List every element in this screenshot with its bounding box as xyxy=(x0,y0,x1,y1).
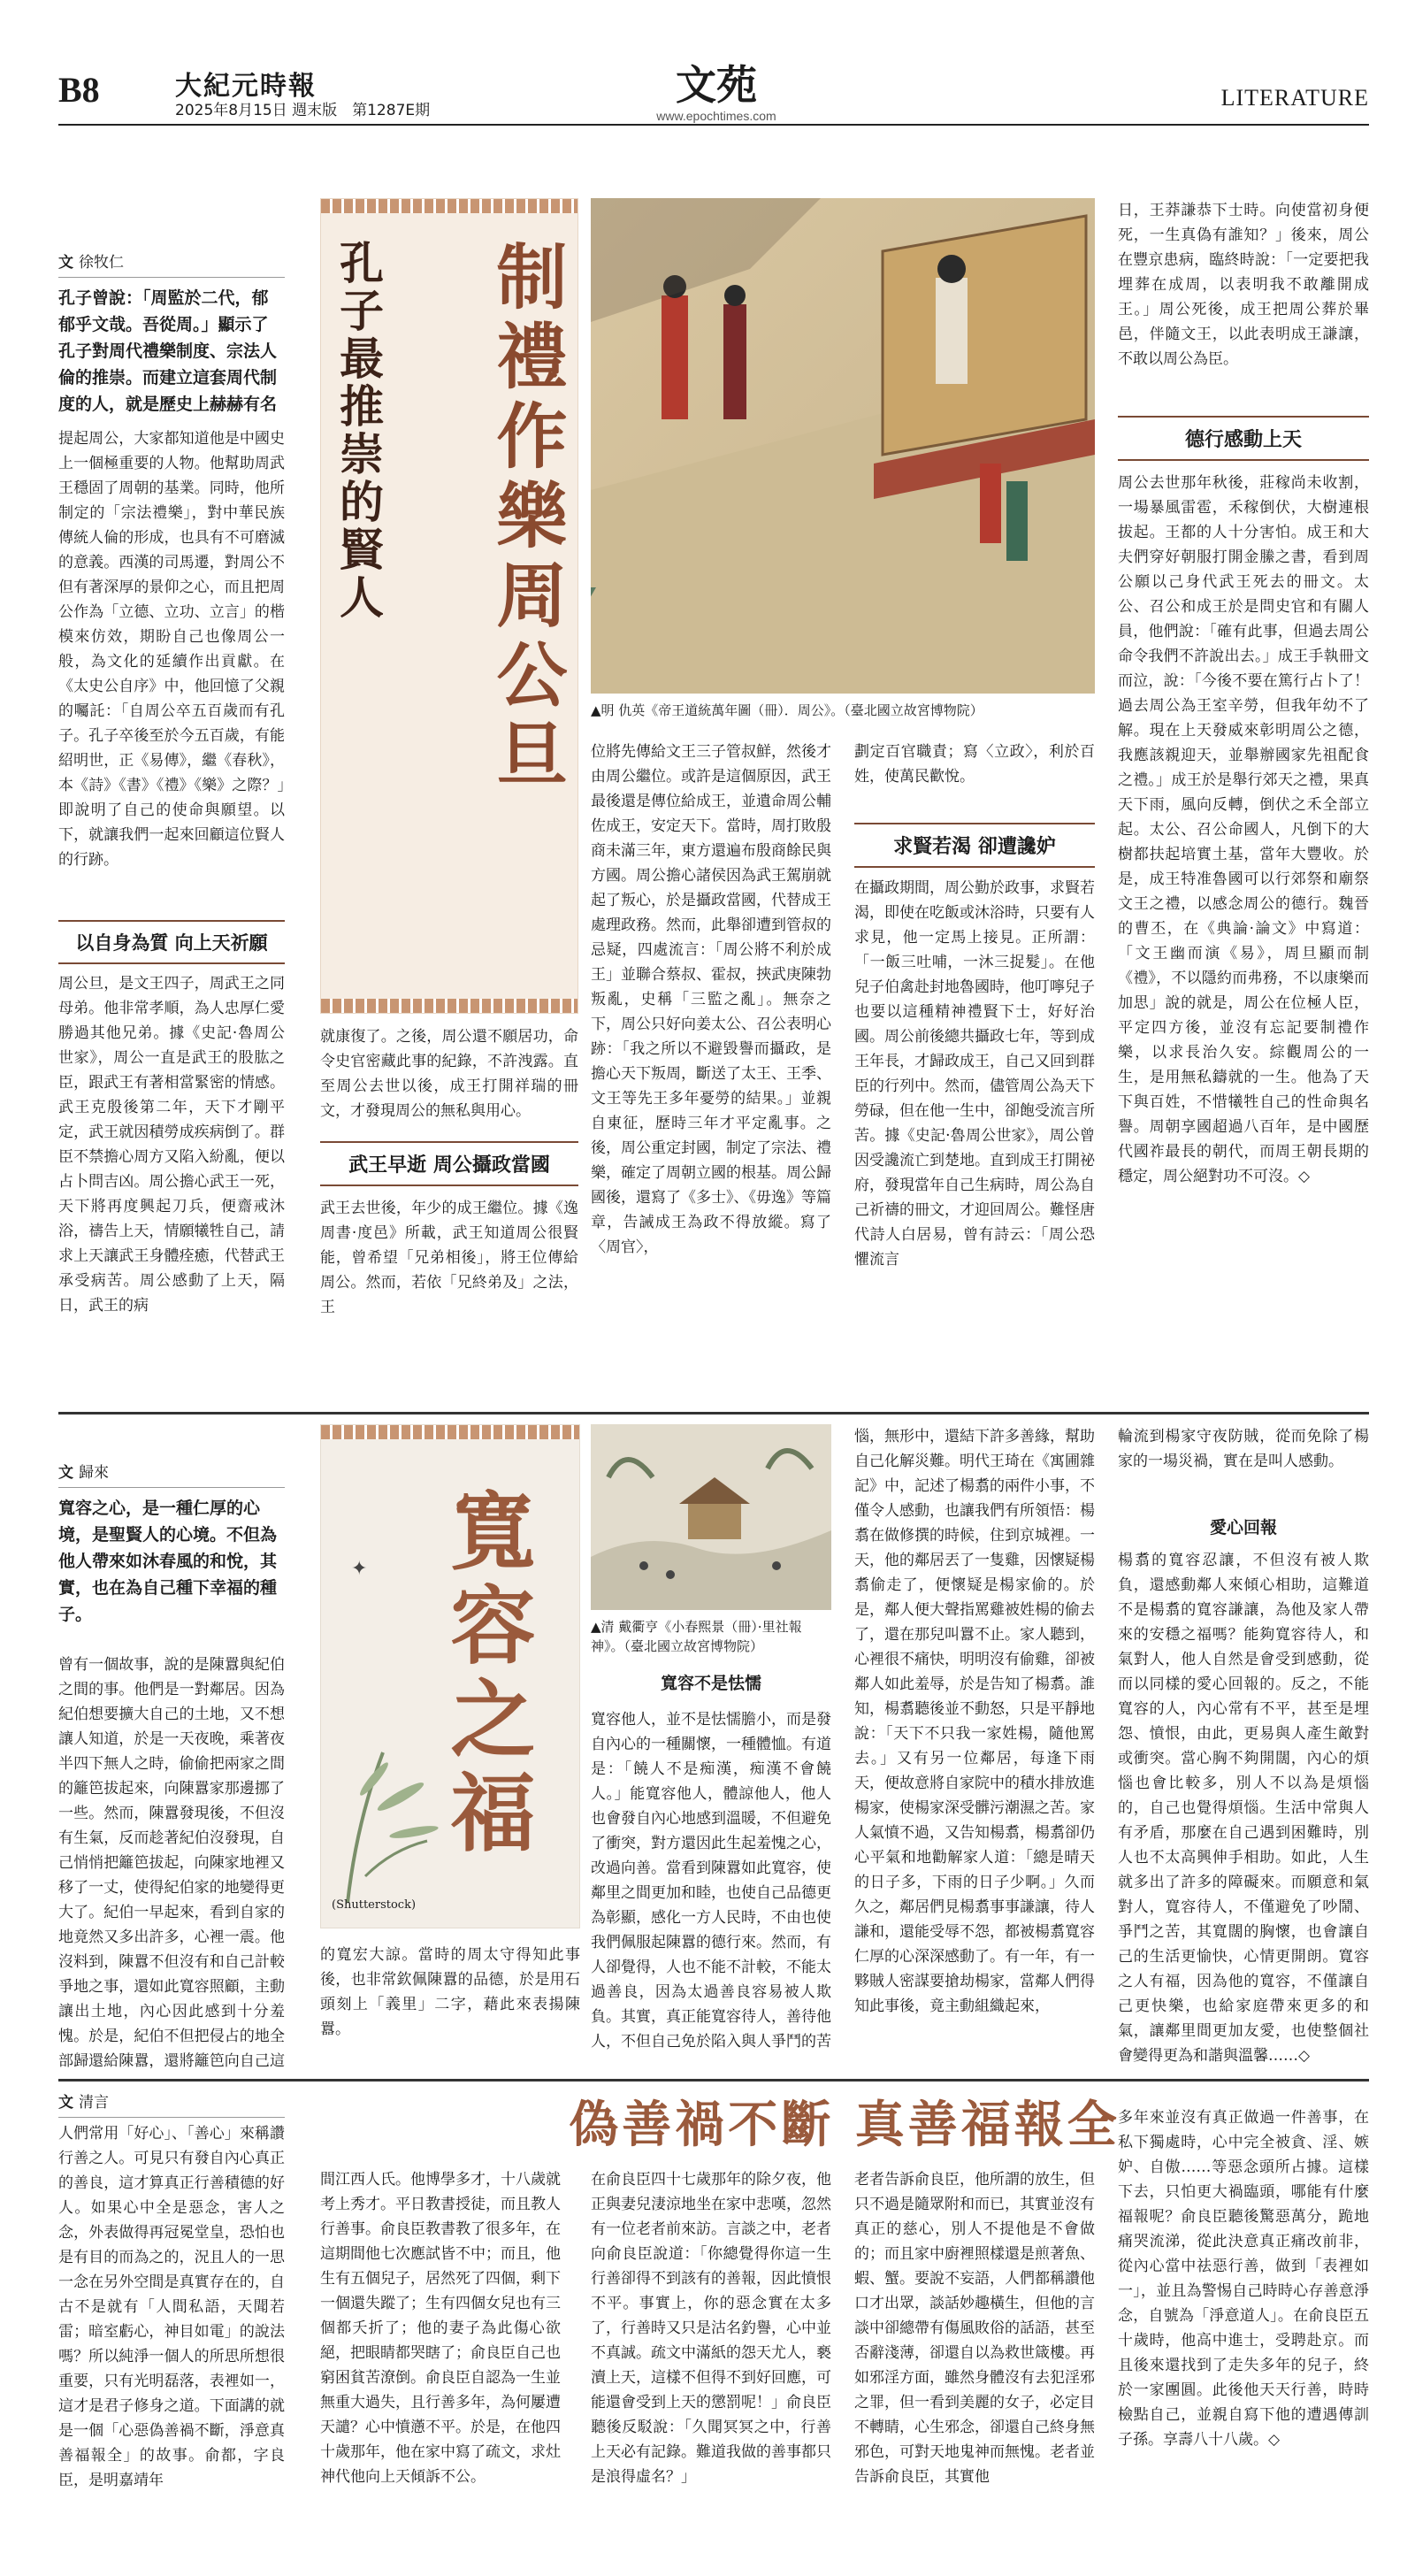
article1-col2-p2: 武王去世後，年少的成王繼位。據《逸周書·度邑》所載，武王知道周公很賢能，曾希望「兄弟相後」，將王位傳給周公。然而，若依「兄終弟及」之法，王 xyxy=(320,1200,578,1316)
article2-image-credit: (Shutterstock) xyxy=(332,1898,417,1912)
article1-title: 制禮作樂周公旦 xyxy=(485,240,568,797)
article3-author: 清言 xyxy=(79,2094,109,2112)
article1-painting xyxy=(591,198,1095,694)
article2-byline: 文 歸來 xyxy=(58,1460,285,1488)
article3-col2: 間江西人氏。他博學多才，十八歲就考上秀才。平日教書授徒，而且教人行善事。俞良臣教書教了很多年，在這期間他七次應試皆不中；而且，他生有五個兒子，居然死了四個，剩下一個還失蹤了；生有四個女兒也有三個都夭折了；他的妻子為此傷心欲絕，把眼睛都哭瞎了；俞良臣自己也窮困貧苦潦倒。俞良臣自認為一生並無重大過失，且行善多年，為何屢遭天譴？心中憤懣不平。於是，在他四十歲那年，他在家中寫了疏文，求灶神代他向上天傾訴不公。 xyxy=(320,2171,561,2486)
decorative-border-top xyxy=(321,199,577,213)
article2-subhead-2: 愛心回報 xyxy=(1209,1518,1277,1537)
article1-col1-intro: 提起周公，大家都知道他是中國史上一個極重要的人物。他幫助周武王穩固了周朝的基業。同時，他所制定的「宗法禮樂」，對中華民族傳統人倫的形成，也具有不可磨滅的意義。西漢的司馬遷，對周公不但有著深厚的景仰之心，而且把周公作為「立德、立功、立言」的楷模來仿效，期盼自己也像周公一般，為文化的延續作出貢獻。在《太史公自序》中，他回憶了父親的囑託：「自周公卒五百歲而有孔子。孔子卒後至於今五百歲，有能紹明世，正《易傳》，繼《春秋》，本《詩》《書》《禮》《樂》之際？」即說明了自己的使命與願望。以下，就讓我們一起來回顧這位賢人的行跡。 xyxy=(58,430,285,869)
page-number: B8 xyxy=(58,70,100,110)
section-english: LITERATURE xyxy=(1220,85,1369,111)
decorative-border-bottom xyxy=(321,999,577,1013)
header-rule xyxy=(58,124,1369,126)
article2-author: 歸來 xyxy=(79,1464,109,1482)
article2-col2: 的寬宏大諒。當時的周太守得知此事後，也非常欽佩陳囂的品德，於是用石頭刻上「義里」二字，藉此來表揚陳囂。 xyxy=(320,1946,580,2038)
article2-col1: 曾有一個故事，說的是陳囂與紀伯之間的事。他們是一對鄰居。因為紀伯想要擴大自己的土地，又不想讓人知道，於是一天夜晚，乘著夜半四下無人之時，偷偷把兩家之間的籬笆拔起來，向陳囂家那邊挪了一些。然而，陳囂發現後，不但沒有生氣，反而趁著紀伯沒發現，自己悄悄把籬笆拔起，向陳家地裡又移了一丈，使得紀伯家的地變得更大了。紀伯一早起來，看到自家的地竟然又多出許多，心裡一震。他沒料到，陳囂不但沒有和自己計較爭地之事，還如此寬容照顧，主動讓出土地，內心因此感到十分羞愧。於是，紀伯不但把侵占的地全部歸還給陳囂，還將籬笆向自己這 xyxy=(58,1656,285,2068)
article3-col5: 多年來並沒有真正做過一件善事，在私下獨處時，心中完全被貪、淫、嫉妒、自傲……等惡念頭所占據。這樣下去，只怕更大禍臨頭，哪能有什麼福報呢？俞良臣聽後驚惡萬分，跪地痛哭流涕，從此決意真正痛改前非，從內心當中祛惡行善，做到「表裡如一」，並且為警惕自己時時心存善意淨念，自號為「淨意道人」。在俞良臣五十歲時，他高中進士，受聘赴京。而且後來還找到了走失多年的兒子，終於一家團圓。此後他天天行善，時時檢點自己，並親自寫下他的遭遇傳訓子孫。享壽八十八歲。◇ xyxy=(1118,2109,1369,2449)
article1-author: 徐牧仁 xyxy=(79,254,124,272)
article2-col5-p1: 輪流到楊家守夜防賊，從而免除了楊家的一場災禍，實在是叫人感動。 xyxy=(1118,1428,1369,1470)
website-link[interactable]: www.epochtimes.com xyxy=(656,109,776,123)
article3-byline: 文 清言 xyxy=(58,2089,285,2118)
article1-subhead-3: 求賢若渴 卻遭讒妒 xyxy=(854,823,1095,868)
article3-col4: 老者告訴俞良臣，他所謂的放生，但只不過是隨眾附和而已，其實並沒有真正的慈心，別人不提他是不會做的；而且家中廚裡照樣還是煎著魚、蝦、蟹。要說不妄語，人們都稱讚他口才出眾，談話妙趣橫生，但他的言談中卻總帶有傷風敗俗的話語，甚至否辭淺薄，卻還自以為救世箴樓。再如邪淫方面，雖然身體沒有去犯淫邪之罪，但一看到美麗的女子，必定目不轉睛，心生邪念，卻還自己終身無邪色，可對天地鬼神而無愧。老者並告訴俞良臣，其實他 xyxy=(854,2171,1095,2486)
article2-col3: 寬容他人，並不是怯懦膽小，而是發自內心的一種關懷，一種體恤。有道是：「饒人不是痴漢，痴漢不會饒人。」能寬容他人，體諒他人，他人也會發自內心地感到溫暖，不但避免了衝突，對方還因此生起羞愧之心，改過向善。當看到陳囂如此寬容，使鄰里之間更加和睦，也使自己品德更為彰顯，感化一方人民時，不由也使我們佩服起陳囂的德行來。然而，有人卻覺得，人也不能不計較，不能太過善良，因為太過善良容易被人欺負。其實，真正能寬容待人，善待他人，不但自己免於陷入與人爭鬥的苦 xyxy=(591,1711,831,2051)
date-line: 2025年8月15日 週末版 第1287E期 xyxy=(175,102,431,119)
decorative-border-top xyxy=(321,1425,579,1439)
article1-lead: 孔子曾說：「周監於二代，郁郁乎文哉。吾從周。」顯示了孔子對周代禮樂制度、宗法人倫的推崇。而建立這套周代制度的人，就是歷史上赫赫有名 xyxy=(58,288,278,414)
article3-col3: 在俞良臣四十七歲那年的除夕夜，他正與妻兒淒涼地坐在家中悲嘆，忽然有一位老者前來訪。言談之中，老者向俞良臣說道：「你總覺得你這一生行善卻得不到該有的善報，因此憤恨不平。事實上，你的惡念實在太多了，行善時又只是沽名釣譽，心中並不真誠。疏文中滿紙的怨天尤人，褻瀆上天，這樣不但得不到好回應，可能還會受到上天的懲罰呢！」俞良臣聽後反駁說：「久聞冥冥之中，行善上天必有記錄。難道我做的善事都只是浪得虛名？」 xyxy=(591,2171,831,2486)
masthead xyxy=(0,0,1415,124)
bird-icon: ✦ xyxy=(351,1558,368,1580)
article2-col4: 惱，無形中，還結下許多善緣，幫助自己化解災難。明代王琦在《寓圃雜記》中，記述了楊翥的兩件小事，不僅令人感動，也讓我們有所領悟：楊翥在做修撰的時候，住到京城裡。一天，他的鄰居丟了一隻雞，因懷疑楊翥偷走了，便懷疑是楊家偷的。於是，鄰人便大聲指罵雞被姓楊的偷去了，還在那兒叫囂不止。家人聽到，心裡很不痛快，明明沒有偷雞，卻被鄰人如此羞辱，於是告知了楊翥。誰知，楊翥聽後並不動怒，只是平靜地說：「天下不只我一家姓楊，隨他罵去。」又有另一位鄰居，每逢下雨天，便故意將自家院中的積水排放進楊家，使楊家深受髒污潮濕之苦。家人氣憤不過，又告知楊翥，楊翥卻仍心平氣和地勸解家人道：「總是晴天的日子多，下雨的日子少啊。」久而久之，鄰居們見楊翥事事謙讓，待人謙和，還能受辱不怨，都被楊翥寬容仁厚的心深深感動了。有一年，有一夥賊人密謀要搶劫楊家，當鄰人們得知此事後，竟主動組織起來， xyxy=(854,1428,1095,2015)
article1-subhead-4: 德行感動上天 xyxy=(1118,416,1369,461)
article1-col2-p1: 就康復了。之後，周公還不願居功，命令史官密藏此事的紀錄，不許洩露。直至周公去世以後，成王打開祥瑞的冊文，才發現周公的無私與用心。 xyxy=(320,1028,578,1120)
article2-painting-caption: ▲清 戴衢亨《小春熙景（冊）·里社報神》。（臺北國立故宮博物院） xyxy=(591,1619,802,1654)
article1-col4-p2: 在攝政期間，周公勤於政事，求賢若渴，即使在吃飯或沐浴時，只要有人求見，他一定馬上接見。正所謂：「一飯三吐哺，一沐三捉髮」。在他兒子伯禽赴封地魯國時，他叮嚀兒子也要以這種精神禮賢下士，好好治國。周公前後總共攝政七年，等到成王年長，才歸政成王，自己又回到群臣的行列中。然而，儘管周公為天下勞碌，但在他一生中，卻飽受流言所苦。據《史記·魯周公世家》，周公曾因受讒流亡到楚地。直到成王打開祕府，發現當年自己生病時，周公為自己祈禱的冊文，才迎回周公。難怪唐代詩人白居易，曾有詩云：「周公恐懼流言 xyxy=(854,879,1095,1269)
newspaper-logo: 大紀元時報 xyxy=(175,71,317,102)
article1-title-panel xyxy=(320,198,578,1014)
article3-title: 偽善禍不斷 真善福報全 xyxy=(569,2096,1121,2154)
section-divider-2 xyxy=(58,2079,1369,2082)
article2-lead: 寬容之心，是一種仁厚的心境，是聖賢人的心境。不但為他人帶來如沐春風的和悅，其實，也在為自己種下幸福的種子。 xyxy=(58,1499,278,1624)
article3-col1: 人們常用「好心」、「善心」來稱讚行善之人。可見只有發自內心真正的善良，這才算真正行善積德的好人。如果心中全是惡念，害人之念，外表做得再冠冕堂皇，恐怕也是有目的而為之的，況且人的一思一念在另外空間是真實存在的，自古不是就有「人間私語，天聞若雷；暗室虧心，神目如電」的說法嗎？所以純淨一個人的所思所想很重要，只有光明磊落，表裡如一，這才是君子修身之道。下面講的就是一個「心惡偽善禍不斷，淨意真善福報全」的故事。俞都，字良臣，是明嘉靖年 xyxy=(58,2125,285,2489)
article1-col4-p1: 劃定百官職責；寫〈立政〉，利於百姓，使萬民歡悅。 xyxy=(854,743,1095,786)
article1-subhead-2: 武王早逝 周公攝政當國 xyxy=(320,1141,578,1186)
article1-painting-caption: ▲明 仇英《帝王道統萬年圖（冊）．周公》。（臺北國立故宮博物院） xyxy=(591,702,983,718)
article2-title: 寬容之福 xyxy=(437,1487,537,1862)
article1-col5-p1: 日，王莽謙恭下士時。向使當初身便死，一生真偽有誰知？」後來，周公在豐京患病，臨終時說：「一定要把我埋葬在成周，以表明我不敢離開成王。」周公死後，成王把周公葬於畢邑，伴隨文王，以此表明成王謙讓，不敢以周公為臣。 xyxy=(1118,202,1369,368)
article2-title-panel xyxy=(320,1424,580,1928)
section-divider-1 xyxy=(58,1412,1369,1414)
article2-col5-p2: 楊翥的寬容忍讓，不但沒有被人欺負，還感動鄰人來傾心相助，這難道不是楊翥的寬容謙讓，為他及家人帶來的安穩之福嗎？能夠寬容待人，和氣對人，他人自然是會受到感動，從而以同樣的愛心回報的。反之，不能寬容的人，內心常有不平，甚至是埋怨、憤恨，由此，更易與人產生敵對或衝突。當心胸不夠開闊，內心的煩惱也會比較多，別人不以為是煩惱的，自己也覺得煩惱。生活中常與人有矛盾，那麼在自己遇到困難時，別人也不太高興伸手相助。如此，人生就多出了許多的障礙來。而願意和氣對人，寬容待人，不僅避免了吵鬧、爭鬥之苦，其寬闊的胸懷，也會讓自己的生活更愉快，心情更開朗。寬容之人有福，因為他的寬容，不僅讓自己更快樂，也給家庭帶來更多的和氣，讓鄰里間更加友愛，也使整個社會變得更為和諧與溫馨……◇ xyxy=(1118,1552,1369,2065)
bamboo-illustration xyxy=(330,1744,445,1903)
article2-painting xyxy=(591,1424,831,1610)
article1-col3: 位將先傳給文王三子管叔鮮，然後才由周公繼位。或許是這個原因，武王最後還是傳位給成王，並遺命周公輔佐成王，安定天下。當時，周打敗殷商未滿三年，東方還遍布殷商餘民與方國。周公擔心諸侯因為武王駕崩就起了叛心，於是攝政當國，代替成王處理政務。然而，此舉卻遭到管叔的忌疑，四處流言：「周公將不利於成王」並聯合蔡叔、霍叔，挾武庚陳勃叛亂，史稱「三監之亂」。無奈之下，周公只好向姜太公、召公表明心跡：「我之所以不避毀譽而攝政，是擔心天下叛周，斷送了太王、王季、文王等先王多年憂勞的結果。」並親自東征，歷時三年才平定亂事。之後，周公重定封國，制定了宗法、禮樂，確定了周朝立國的根基。周公歸國後，還寫了《多士》、《毋逸》等篇章，告誡成王為政不得放縱。寫了〈周官〉， xyxy=(591,743,831,1256)
article1-subtitle: 孔子最推崇的賢人 xyxy=(333,240,385,622)
article1-col5-p2: 周公去世那年秋後，莊稼尚未收割，一場暴風雷雹，禾稼倒伏，大樹連根拔起。王都的人十分害怕。成王和大夫們穿好朝服打開金縢之書，看到周公願以己身代武王死去的冊文。太公、召公和成王於是問史官和有關人員，他們說：「確有此事，但過去周公命令我們不許說出去。」成王手執冊文而泣，說：「今後不要在篤行占卜了！過去周公為王室辛勞，但我年幼不了解。現在上天發威來彰明周公之德，我應該親迎天，並舉辦國家先祖配食之禮。」成王於是舉行郊天之禮，果真天下雨，風向反轉，倒伏之禾全部立起。太公、召公命國人，凡倒下的大樹都扶起培實土基，當年大豐收。於是，成王特准魯國可以行郊祭和廟祭文王之禮，以感念周公的德行。魏晉的曹丕，在《典論·論文》中寫道：「文王幽而演《易》，周旦顯而制《禮》，不以隱約而弗務，不以康樂而加思」說的就是，周公在位極人臣，平定四方後，並沒有忘記要制禮作樂，以求長治久安。綜觀周公的一生，是用無私鑄就的一生。他為了天下與百姓，不惜犧牲自己的性命與名譽。周朝享國超過八百年，是中國歷代國祚最長的朝代，而周王朝長期的穩定，周公絕對功不可沒。◇ xyxy=(1118,474,1369,1185)
section-title: 文苑 xyxy=(676,61,757,109)
article1-byline: 文 徐牧仁 xyxy=(58,249,285,278)
article1-col1-body: 周公旦，是文王四子，周武王之同母弟。他非常孝順，為人忠厚仁愛勝過其他兄弟。據《史記·魯周公世家》，周公一直是武王的股肱之臣，跟武王有著相當緊密的情感。武王克殷後第二年，天下才剛平定，武王就因積勞成疾病倒了。群臣不禁擔心周方又陷入紛亂，便以占卜問吉凶。周公擔心武王一死，天下將再度興起刀兵，便齋戒沐浴，禱告上天，情願犧牲自己，請求上天讓武王身體痊癒，代替武王承受病苦。周公感動了上天，隔日，武王的病 xyxy=(58,975,285,1315)
article1-subhead-1: 以自身為質 向上天祈願 xyxy=(58,920,285,964)
article2-subhead-1: 寬容不是怯懦 xyxy=(660,1674,761,1693)
